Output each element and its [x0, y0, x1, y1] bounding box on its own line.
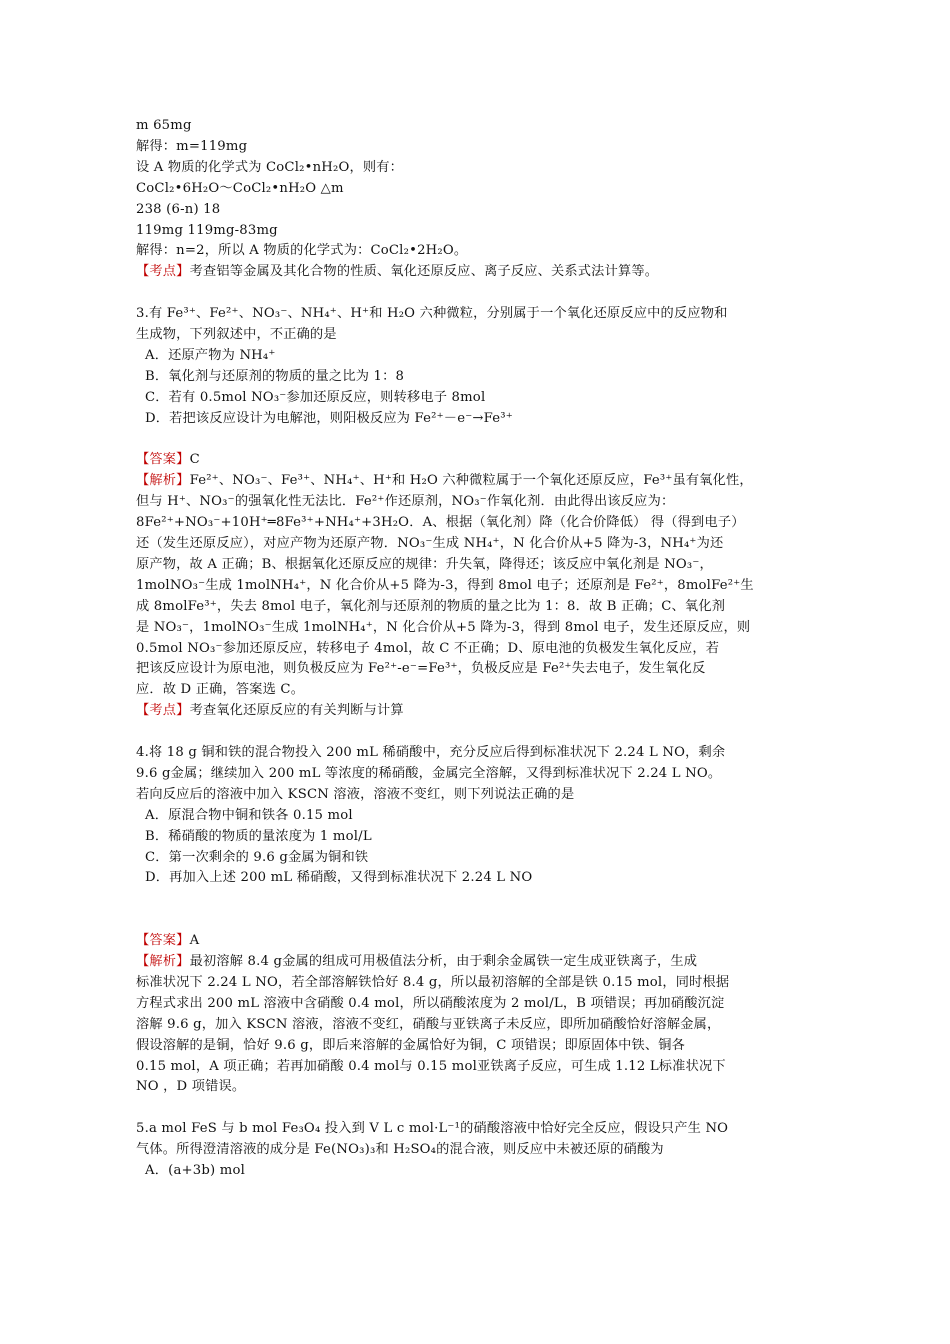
line-text: 溶解 9.6 g，加入 KSCN 溶液，溶液不变红，硝酸与亚铁离子未反应，即所加硝酸恰好溶解金属， [136, 1016, 721, 1032]
text-line [136, 325, 337, 345]
text-line [136, 785, 574, 805]
section-tag: 【考点】 [136, 703, 190, 719]
text-line [145, 409, 513, 429]
text-line [136, 534, 723, 554]
text-line [136, 513, 745, 533]
text-line [145, 848, 368, 868]
line-text: 4.将 18 g 铜和铁的混合物投入 200 mL 稀硝酸中，充分反应后得到标准状况下 2.24 L NO，剩余 [136, 745, 726, 760]
text-line [145, 388, 485, 408]
line-text: 应．故 D 正确，答案选 C。 [136, 682, 305, 698]
text-line [145, 1161, 245, 1181]
line-text: A．还原产物为 NH₄⁺ [145, 347, 276, 363]
line-text: 9.6 g金属；继续加入 200 mL 等浓度的稀硝酸，金属完全溶解，又得到标准状况下 2.24 L NO。 [136, 765, 722, 781]
labeled-line [136, 931, 199, 951]
text-line [136, 137, 247, 157]
line-text: A [189, 933, 200, 949]
line-text: m 65mg [136, 118, 192, 133]
line-text: 标准状况下 2.24 L NO，若全部溶解铁恰好 8.4 g，所以最初溶解的全部是铁 0.15 mol，同时根据 [136, 974, 730, 990]
text-line [136, 764, 721, 784]
text-line [136, 1119, 728, 1139]
text-line [136, 304, 728, 324]
text-line [136, 241, 467, 261]
line-text: A．(a+3b) mol [145, 1163, 245, 1178]
text-line [136, 680, 304, 700]
line-text: 考查铝等金属及其化合物的性质、氧化还原反应、离子反应、关系式法计算等。 [189, 264, 659, 280]
line-text: C．第一次剩余的 9.6 g金属为铜和铁 [145, 849, 369, 865]
text-line [145, 346, 276, 366]
labeled-line [136, 471, 753, 491]
line-text: 若向反应后的溶液中加入 KSCN 溶液，溶液不变红，则下列说法正确的是 [136, 786, 575, 802]
line-text: Fe²⁺、NO₃⁻、Fe³⁺、NH₄⁺、H⁺和 H₂O 六种微粒属于一个氧化还原反应，Fe³⁺虽有氧化性， [189, 473, 753, 489]
text-line [136, 221, 278, 241]
text-line [145, 806, 353, 826]
text-line [145, 868, 532, 888]
line-text: 238 (6-n) 18 [136, 201, 221, 217]
line-text: 设 A 物质的化学式为 CoCl₂•nH₂O，则有： [136, 159, 404, 175]
text-line [136, 555, 713, 575]
line-text: 方程式求出 200 mL 溶液中含硝酸 0.4 mol，所以硝酸浓度为 2 mol/L，B 项错误；再加硝酸沉淀 [136, 995, 725, 1011]
line-text: 8Fe²⁺+NO₃⁻+10H⁺═8Fe³⁺+NH₄⁺+3H₂O．A、根据（氧化剂）降（化合价降低） 得（得到电子） [136, 515, 745, 531]
text-line [136, 1057, 726, 1077]
line-text: NO ，D 项错误。 [136, 1079, 246, 1095]
text-line [136, 597, 725, 617]
line-text: 5.a mol FeS 与 b mol Fe₃O₄ 投入到 V L c mol·L⁻¹的硝酸溶液中恰好完全反应，假设只产生 NO [136, 1121, 729, 1137]
section-tag: 【解析】 [136, 473, 190, 489]
line-text: B．稀硝酸的物质的量浓度为 1 mol/L [145, 828, 372, 844]
text-line [136, 639, 719, 659]
line-text: C [189, 452, 200, 468]
labeled-line [136, 262, 658, 282]
text-line [136, 743, 725, 763]
labeled-line [136, 952, 697, 972]
line-text: 解得：n=2，所以 A 物质的化学式为：CoCl₂•2H₂O。 [136, 243, 468, 259]
text-line [136, 1140, 664, 1160]
line-text: 但与 H⁺、NO₃⁻的强氧化性无法比．Fe²⁺作还原剂，NO₃⁻作氧化剂．由此得出该反应为： [136, 494, 675, 510]
text-line [145, 367, 404, 387]
text-line [136, 576, 754, 596]
line-text: A．原混合物中铜和铁各 0.15 mol [145, 807, 353, 823]
text-line [136, 1015, 720, 1035]
text-line [136, 492, 674, 512]
section-tag: 【解析】 [136, 954, 190, 969]
text-line [136, 994, 724, 1014]
text-line [136, 200, 220, 220]
line-text: 119mg 119mg-83mg [136, 222, 278, 238]
text-line [136, 116, 192, 136]
line-text: 还（发生还原反应），对应产物为还原产物．NO₃⁻生成 NH₄⁺，N 化合价从+5 降为-3，NH₄⁺为还 [136, 536, 724, 551]
line-text: 生成物，下列叙述中，不正确的是 [136, 327, 337, 342]
line-text: 成 8molFe³⁺，失去 8mol 电子，氧化剂与还原剂的物质的量之比为 1：8．故 B 正确；C、氧化剂 [136, 598, 726, 614]
labeled-line [136, 450, 200, 470]
line-text: 假设溶解的是铜，恰好 9.6 g，即后来溶解的金属恰好为铜，C 项错误；即原固体中铁、铜各 [136, 1037, 686, 1053]
line-text: 解得：m=119mg [136, 138, 248, 154]
line-text: 0.15 mol，A 项正确；若再加硝酸 0.4 mol与 0.15 mol亚铁离子反应，可生成 1.12 L标准状况下 [136, 1058, 726, 1074]
text-line [145, 827, 372, 847]
text-line [136, 158, 403, 178]
line-text: CoCl₂•6H₂O～CoCl₂•nH₂O △m [136, 180, 344, 196]
line-text: 气体。所得澄清溶液的成分是 Fe(NO₃)₃和 H₂SO₄的混合液，则反应中未被还原的硝酸为 [136, 1142, 664, 1158]
text-line [136, 973, 729, 993]
line-text: B．氧化剂与还原剂的物质的量之比为 1：8 [145, 368, 405, 384]
line-text: D．再加入上述 200 mL 稀硝酸，又得到标准状况下 2.24 L NO [145, 870, 533, 886]
line-text: D．若把该反应设计为电解池，则阳极反应为 Fe²⁺－e⁻→Fe³⁺ [145, 410, 513, 426]
text-line [136, 179, 344, 199]
text-line [136, 1036, 685, 1056]
line-text: C．若有 0.5mol NO₃⁻参加还原反应，则转移电子 8mol [145, 389, 486, 405]
text-line [136, 659, 705, 679]
line-text: 3.有 Fe³⁺、Fe²⁺、NO₃⁻、NH₄⁺、H⁺和 H₂O 六种微粒，分别属于一个氧化还原反应中的反应物和 [136, 306, 728, 322]
text-line [136, 618, 750, 638]
line-text: 1molNO₃⁻生成 1molNH₄⁺，N 化合价从+5 降为-3，得到 8mol 电子；还原剂是 Fe²⁺，8molFe²⁺生 [136, 577, 754, 593]
section-tag: 【考点】 [136, 264, 190, 280]
line-text: 原产物，故 A 正确；B、根据氧化还原反应的规律：升失氧，降得还；该反应中氧化剂是 NO₃⁻， [136, 556, 713, 572]
line-text: 考查氧化还原反应的有关判断与计算 [189, 703, 404, 719]
labeled-line [136, 701, 404, 721]
line-text: 把该反应设计为原电池，则负极反应为 Fe²⁺-e⁻=Fe³⁺，负极反应是 Fe²⁺失去电子，发生氧化反 [136, 661, 706, 677]
line-text: 最初溶解 8.4 g金属的组成可用极值法分析，由于剩余金属铁一定生成亚铁离子，生成 [189, 954, 698, 969]
text-line [136, 1077, 245, 1097]
section-tag: 【答案】 [136, 933, 190, 949]
section-tag: 【答案】 [136, 452, 190, 468]
line-text: 0.5mol NO₃⁻参加还原反应，转移电子 4mol，故 C 不正确；D、原电池的负极发生氧化反应，若 [136, 640, 720, 656]
line-text: 是 NO₃⁻，1molNO₃⁻生成 1molNH₄⁺，N 化合价从+5 降为-3，得到 8mol 电子，发生还原反应，则 [136, 619, 751, 635]
